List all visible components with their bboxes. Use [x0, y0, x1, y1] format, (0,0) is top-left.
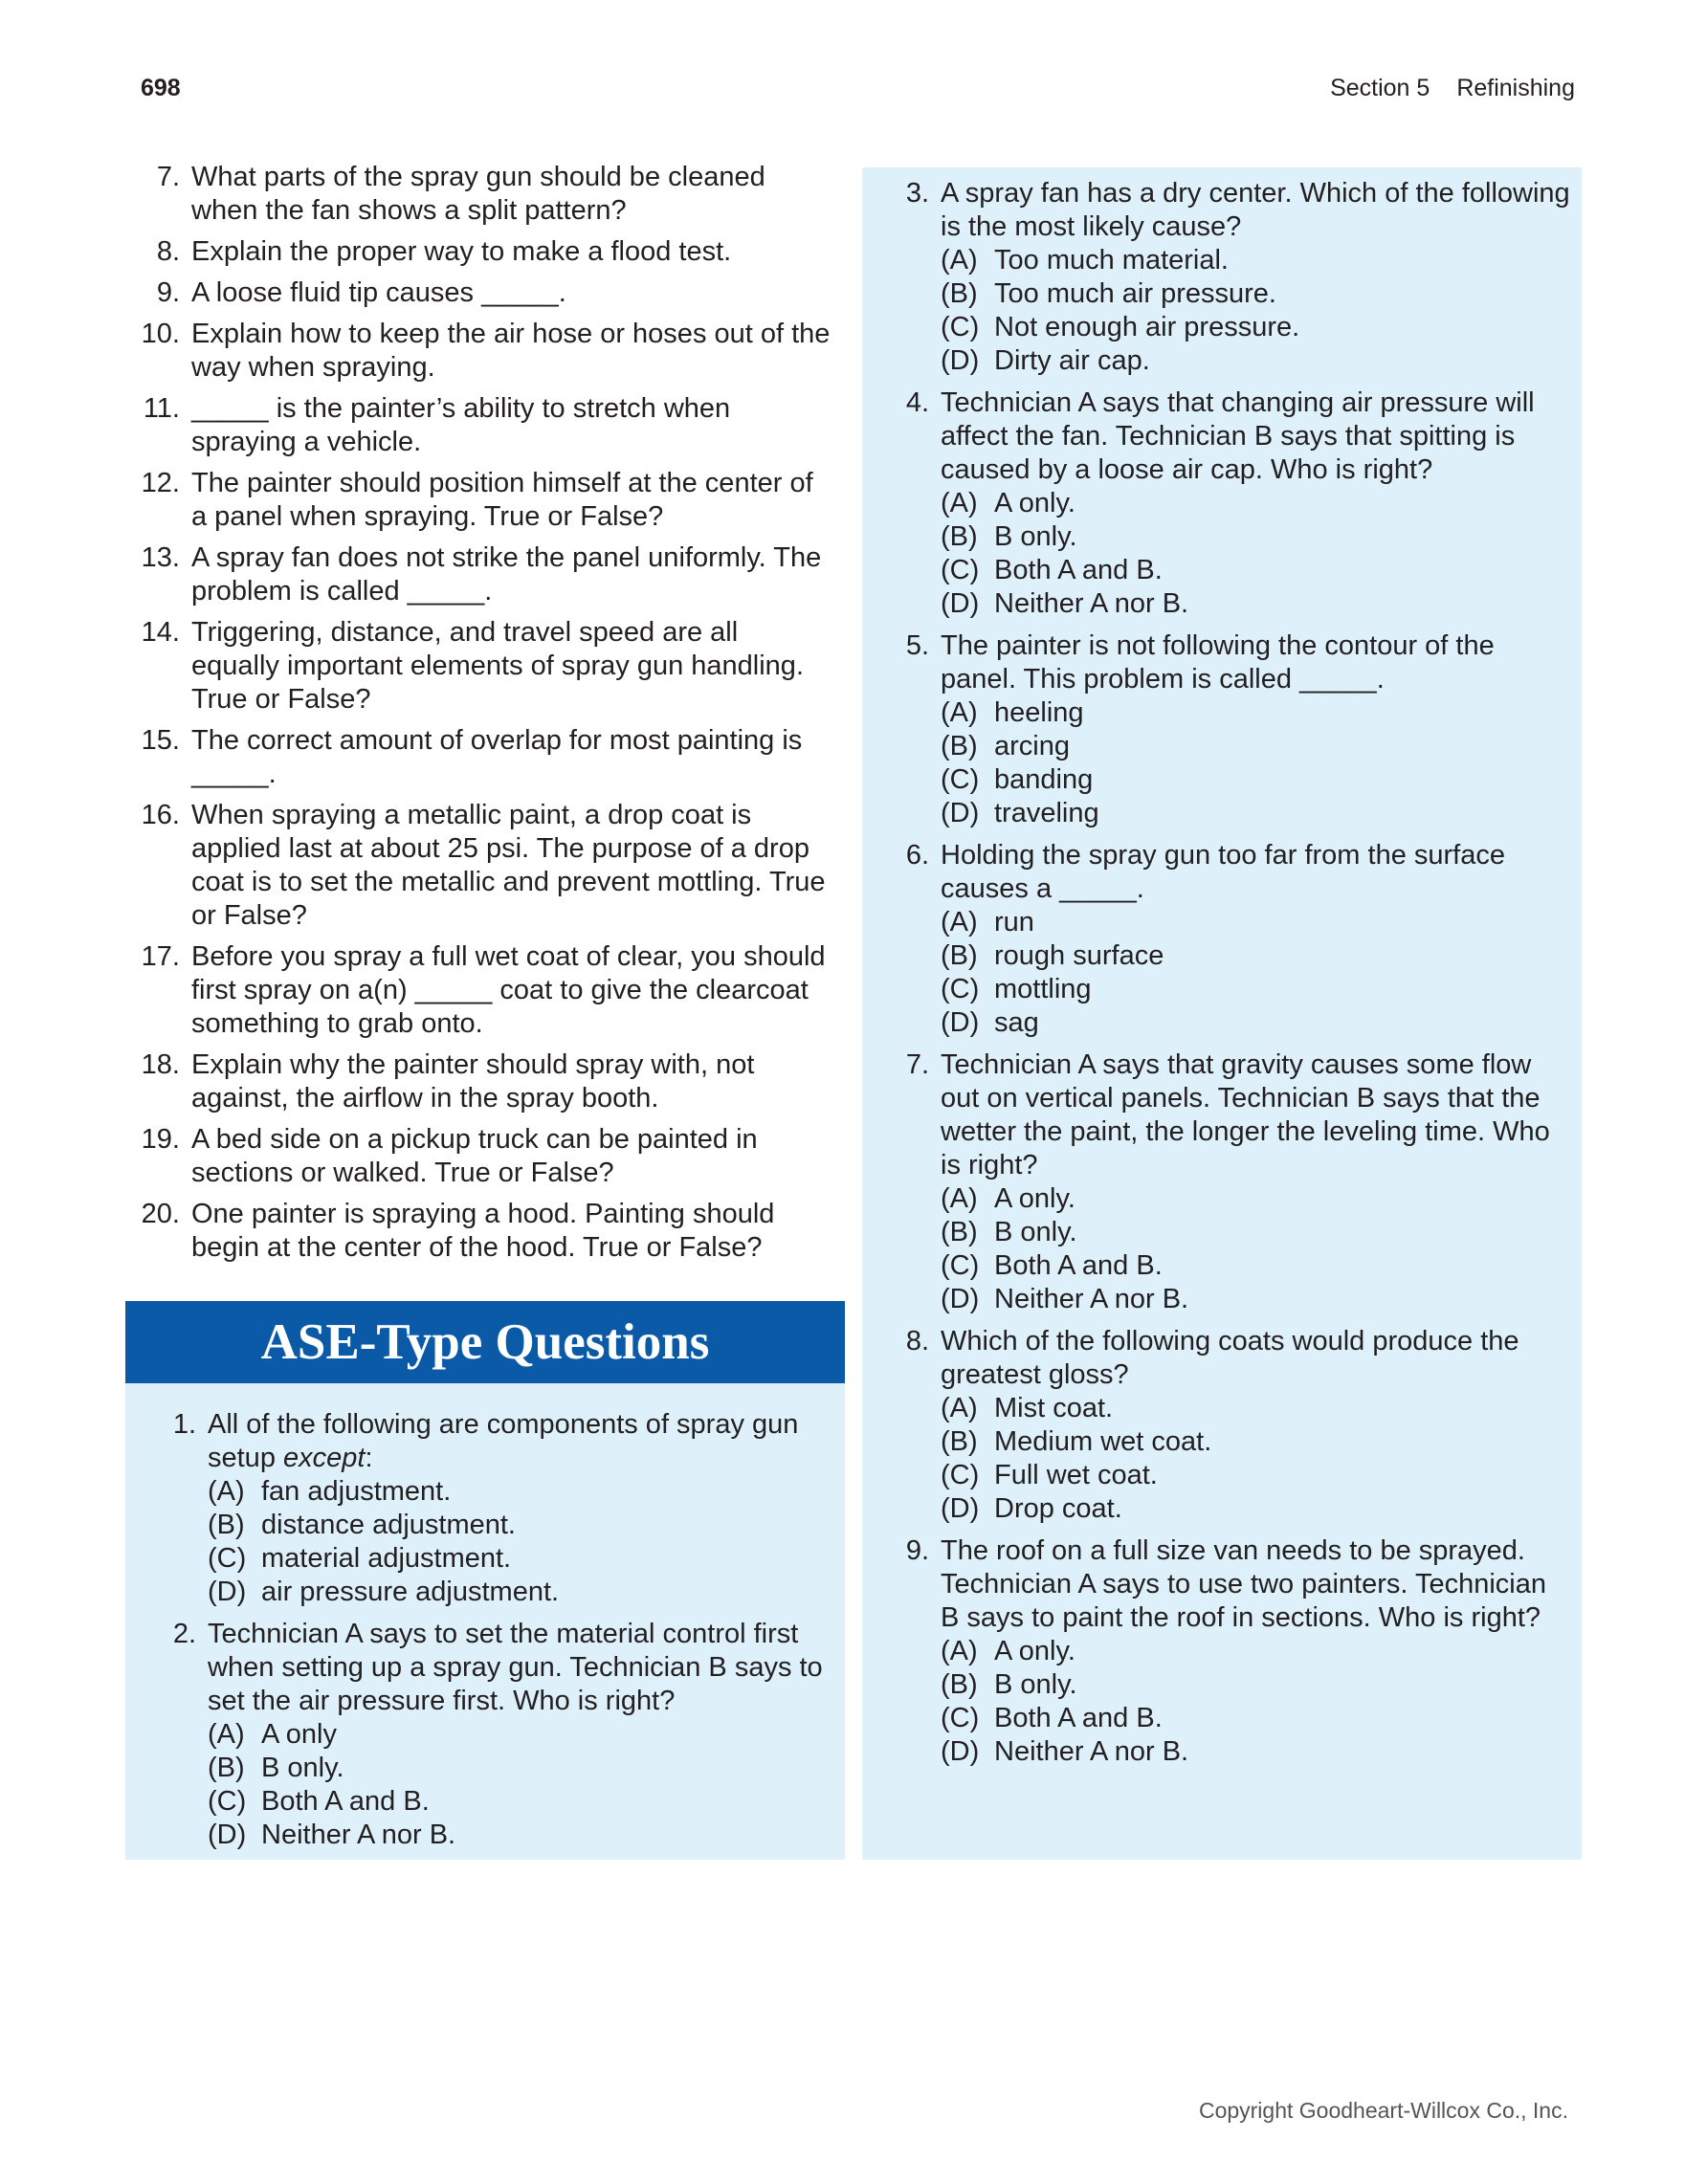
chapter-label: Refinishing [1456, 75, 1575, 101]
answer-option [941, 1635, 1572, 1668]
answer-options [941, 696, 1572, 830]
question-item [124, 1198, 832, 1265]
question-text: Explain how to keep the air hose or hoses out of the way when spraying. [191, 319, 831, 383]
answer-text: Neither A nor B. [261, 1820, 456, 1850]
answer-letter: (A) [941, 697, 978, 728]
question-number: 1. [172, 1409, 196, 1440]
question-text: What parts of the spray gun should be cleaned when the fan shows a split pattern? [191, 162, 765, 226]
answer-option [208, 1509, 830, 1542]
answer-letter: (C) [941, 1703, 980, 1733]
answer-option [941, 939, 1572, 973]
answer-text: A only [261, 1719, 337, 1750]
answer-option [941, 1668, 1572, 1702]
ase-questions-list-left [141, 1408, 830, 1861]
answer-text: Dirty air cap. [994, 345, 1150, 376]
question-text: A spray fan has a dry center. Which of the following is the most likely cause? [941, 178, 1570, 242]
answer-option [208, 1542, 830, 1576]
question-item [124, 616, 832, 717]
answer-text: Drop coat. [994, 1493, 1122, 1524]
answer-letter: (B) [941, 278, 978, 309]
answer-option [941, 311, 1572, 344]
answer-options [941, 1392, 1572, 1526]
question-item [124, 940, 832, 1041]
question-emphasis: except [283, 1443, 366, 1473]
page-number: 698 [141, 75, 181, 101]
answer-text: material adjustment. [261, 1543, 512, 1574]
answer-text: fan adjustment. [261, 1476, 452, 1507]
question-item [874, 1048, 1572, 1316]
answer-options [941, 906, 1572, 1040]
answer-letter: (D) [941, 1493, 980, 1524]
answer-option [941, 1702, 1572, 1735]
question-number: 5. [905, 630, 929, 661]
question-text: Triggering, distance, and travel speed are all equally important elements of spray gun handling. True or False? [191, 617, 804, 715]
answer-text: Neither A nor B. [994, 588, 1189, 619]
question-item [124, 276, 832, 310]
question-number: 8. [156, 236, 180, 267]
question-number: 8. [905, 1326, 929, 1357]
ase-section-title: ASE-Type Questions [125, 1301, 845, 1383]
answer-text: heeling [994, 697, 1084, 728]
answer-options [941, 244, 1572, 378]
question-number: 13. [141, 542, 180, 573]
answer-text: Both A and B. [994, 1250, 1163, 1281]
answer-option [941, 487, 1572, 520]
answer-letter: (A) [941, 907, 978, 938]
answer-text: Neither A nor B. [994, 1736, 1189, 1767]
question-number: 2. [172, 1619, 196, 1649]
answer-letter: (D) [941, 798, 980, 828]
question-number: 20. [141, 1199, 180, 1229]
question-number: 4. [905, 387, 929, 418]
answer-option [941, 554, 1572, 587]
answer-option [941, 1249, 1572, 1283]
question-item [124, 541, 832, 608]
answer-option [208, 1475, 830, 1509]
question-item [124, 799, 832, 933]
answer-option [941, 696, 1572, 730]
question-number: 10. [141, 319, 180, 349]
question-number: 16. [141, 800, 180, 830]
question-text: All of the following are components of spray gun setup except: [208, 1409, 799, 1473]
answer-letter: (D) [941, 1736, 980, 1767]
copyright-notice: Copyright Goodheart-Willcox Co., Inc. [1198, 2098, 1568, 2123]
question-text: Technician A says to set the material control first when setting up a spray gun. Technician B says to set the air pressure first. Who is right? [208, 1619, 823, 1716]
answer-text: B only. [994, 1217, 1077, 1247]
answer-letter: (B) [208, 1510, 245, 1540]
answer-letter: (D) [941, 588, 980, 619]
answer-text: A only. [994, 1183, 1075, 1214]
answer-option [941, 344, 1572, 378]
question-item [874, 1534, 1572, 1769]
answer-text: run [994, 907, 1034, 938]
answer-letter: (B) [941, 1217, 978, 1247]
question-number: 6. [905, 840, 929, 871]
answer-letter: (B) [941, 731, 978, 761]
question-item [874, 1325, 1572, 1526]
question-text: One painter is spraying a hood. Painting should begin at the center of the hood. True or False? [191, 1199, 775, 1263]
question-text: Explain the proper way to make a flood test. [191, 236, 732, 267]
answer-letter: (B) [941, 1426, 978, 1457]
answer-letter: (D) [941, 1284, 980, 1314]
question-item [874, 839, 1572, 1040]
answer-option [941, 797, 1572, 830]
question-number: 12. [141, 468, 180, 498]
answer-letter: (A) [941, 1183, 978, 1214]
answer-letter: (C) [941, 555, 980, 585]
answer-option [941, 730, 1572, 763]
answer-letter: (B) [208, 1753, 245, 1783]
question-text: A bed side on a pickup truck can be painted in sections or walked. True or False? [191, 1124, 758, 1188]
question-item [124, 467, 832, 534]
answer-text: mottling [994, 974, 1092, 1004]
answer-text: banding [994, 764, 1094, 795]
answer-option [941, 763, 1572, 797]
answer-text: Not enough air pressure. [994, 312, 1300, 342]
answer-letter: (C) [941, 974, 980, 1004]
question-number: 18. [141, 1049, 180, 1080]
answer-text: A only. [994, 488, 1075, 518]
question-item [874, 386, 1572, 621]
question-item [874, 629, 1572, 830]
answer-letter: (C) [208, 1786, 247, 1817]
answer-option [941, 1006, 1572, 1040]
answer-option [941, 973, 1572, 1006]
running-head [1330, 75, 1575, 102]
answer-letter: (D) [941, 345, 980, 376]
question-text: Before you spray a full wet coat of clear, you should first spray on a(n) _____ coat to give the clearcoat something to grab onto. [191, 941, 826, 1039]
answer-letter: (B) [941, 521, 978, 552]
question-text: _____ is the painter’s ability to stretch when spraying a vehicle. [191, 393, 731, 457]
answer-options [208, 1475, 830, 1609]
answer-option [941, 277, 1572, 311]
question-number: 9. [905, 1535, 929, 1566]
answer-text: B only. [261, 1753, 344, 1783]
answer-options [208, 1718, 830, 1852]
question-text: When spraying a metallic paint, a drop coat is applied last at about 25 psi. The purpose of a drop coat is to set the metallic and prevent mottling. True or False? [191, 800, 826, 931]
question-text: Which of the following coats would produce the greatest gloss? [941, 1326, 1519, 1390]
answer-letter: (C) [208, 1543, 247, 1574]
question-number: 14. [141, 617, 180, 648]
question-text: Holding the spray gun too far from the surface causes a _____. [941, 840, 1505, 904]
answer-option [941, 587, 1572, 621]
question-text: The painter should position himself at the center of a panel when spraying. True or False? [191, 468, 813, 532]
question-item [874, 177, 1572, 378]
answer-option [208, 1576, 830, 1609]
answer-option [941, 906, 1572, 939]
question-number: 7. [905, 1049, 929, 1080]
answer-text: Both A and B. [994, 1703, 1163, 1733]
answer-option [208, 1819, 830, 1852]
question-text: A loose fluid tip causes _____. [191, 277, 566, 308]
question-number: 15. [141, 725, 180, 756]
answer-text: Full wet coat. [994, 1460, 1158, 1490]
question-text: The painter is not following the contour of the panel. This problem is called _____. [941, 630, 1495, 695]
answer-text: air pressure adjustment. [261, 1577, 560, 1607]
answer-letter: (A) [208, 1719, 245, 1750]
answer-text: B only. [994, 521, 1077, 552]
answer-letter: (C) [941, 764, 980, 795]
answer-text: Too much material. [994, 245, 1229, 276]
question-text: Technician A says that changing air pressure will affect the fan. Technician B says that spitting is caused by a loose air cap. Who is right? [941, 387, 1535, 485]
answer-text: sag [994, 1007, 1039, 1038]
question-item [124, 392, 832, 459]
answer-text: Neither A nor B. [994, 1284, 1189, 1314]
answer-option [941, 1425, 1572, 1459]
review-questions-list [124, 161, 832, 1272]
answer-option [941, 1735, 1572, 1769]
answer-letter: (B) [941, 1669, 978, 1700]
question-number: 7. [156, 162, 180, 192]
answer-text: rough surface [994, 940, 1164, 971]
answer-option [208, 1718, 830, 1752]
answer-option [941, 1459, 1572, 1492]
question-item [124, 724, 832, 791]
question-item [124, 1123, 832, 1190]
answer-text: Both A and B. [994, 555, 1163, 585]
answer-letter: (A) [941, 1636, 978, 1666]
question-number: 17. [141, 941, 180, 972]
question-text: Technician A says that gravity causes some flow out on vertical panels. Technician B says that the wetter the paint, the longer the leveling time. Who is right? [941, 1049, 1550, 1180]
answer-letter: (C) [941, 1460, 980, 1490]
answer-option [941, 1283, 1572, 1316]
question-item [141, 1408, 830, 1609]
answer-letter: (A) [941, 488, 978, 518]
answer-options [941, 1635, 1572, 1769]
answer-letter: (D) [941, 1007, 980, 1038]
answer-option [941, 1392, 1572, 1425]
question-item [124, 1048, 832, 1115]
answer-letter: (C) [941, 1250, 980, 1281]
answer-option [941, 1216, 1572, 1249]
answer-letter: (A) [208, 1476, 245, 1507]
question-number: 11. [143, 393, 180, 424]
answer-letter: (D) [208, 1820, 247, 1850]
question-item [124, 235, 832, 269]
answer-option [941, 1182, 1572, 1216]
question-number: 19. [141, 1124, 180, 1155]
question-item [141, 1618, 830, 1852]
answer-text: Mist coat. [994, 1393, 1114, 1423]
answer-option [208, 1785, 830, 1819]
section-label: Section 5 [1330, 75, 1430, 101]
answer-letter: (A) [941, 245, 978, 276]
ase-questions-list-right [874, 177, 1572, 1777]
question-text: The roof on a full size van needs to be sprayed. Technician A says to use two painters. Technician B says to paint the roof in sections. Who is right? [941, 1535, 1547, 1633]
question-text: Explain why the painter should spray with, not against, the airflow in the spray booth. [191, 1049, 755, 1114]
question-item [124, 318, 832, 385]
answer-text: arcing [994, 731, 1070, 761]
answer-option [941, 520, 1572, 554]
answer-text: A only. [994, 1636, 1075, 1666]
answer-text: Medium wet coat. [994, 1426, 1212, 1457]
ase-questions-panel-right [862, 167, 1582, 1860]
answer-letter: (C) [941, 312, 980, 342]
question-text: A spray fan does not strike the panel uniformly. The problem is called _____. [191, 542, 822, 607]
answer-letter: (A) [941, 1393, 978, 1423]
answer-options [941, 1182, 1572, 1316]
answer-text: traveling [994, 798, 1099, 828]
answer-text: B only. [994, 1669, 1077, 1700]
answer-option [941, 244, 1572, 277]
answer-options [941, 487, 1572, 621]
answer-letter: (D) [208, 1577, 247, 1607]
answer-text: distance adjustment. [261, 1510, 516, 1540]
answer-option [208, 1752, 830, 1785]
question-number: 3. [905, 178, 929, 209]
question-number: 9. [156, 277, 180, 308]
answer-option [941, 1492, 1572, 1526]
answer-letter: (B) [941, 940, 978, 971]
question-text: The correct amount of overlap for most painting is _____. [191, 725, 803, 789]
question-item [124, 161, 832, 228]
answer-text: Too much air pressure. [994, 278, 1276, 309]
answer-text: Both A and B. [261, 1786, 430, 1817]
ase-questions-panel-left [125, 1301, 845, 1860]
